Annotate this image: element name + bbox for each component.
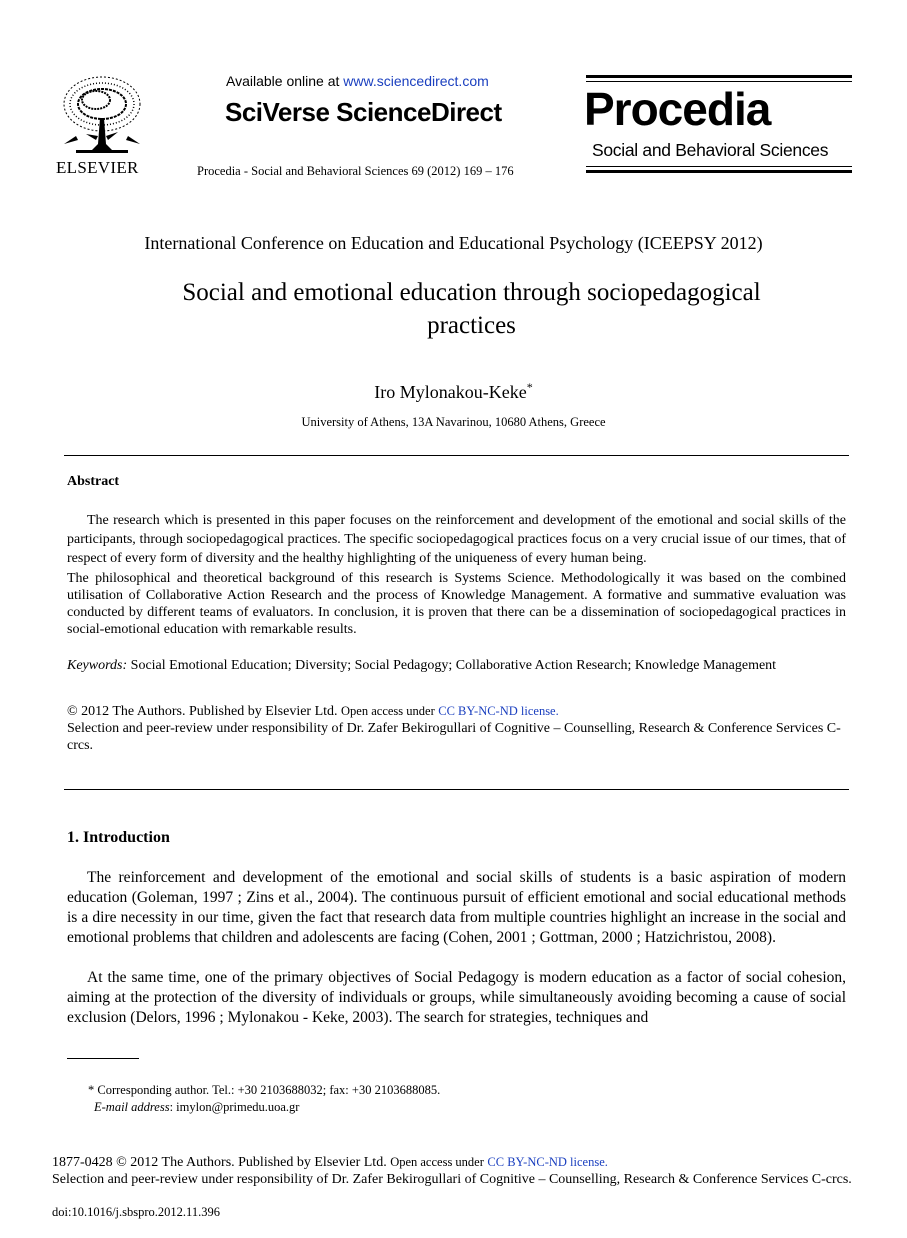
footer-block — [52, 1154, 852, 1188]
copyright-text: © 2012 The Authors. Published by Elsevier Ltd. — [67, 704, 338, 719]
copyright-line — [67, 703, 846, 720]
keywords-label: Keywords: — [67, 658, 128, 673]
publisher-wordmark: ELSEVIER — [56, 158, 139, 177]
email-address: : imylon@primedu.uoa.gr — [169, 1100, 300, 1114]
peer-review-text: Selection and peer-review under responsibility of Dr. Zafer Bekirogullari of Cognitive – Counselling, Research & Conference Services C-crcs. — [67, 721, 841, 753]
author-footnote-mark: * — [526, 380, 533, 394]
procedia-title: Procedia — [584, 83, 771, 135]
abstract-heading: Abstract — [67, 474, 120, 489]
footer-peer-review: Selection and peer-review under responsibility of Dr. Zafer Bekirogullari of Cognitive – Counselling, Research & Conference Services C-crcs. — [52, 1172, 852, 1187]
intro-paragraph-2: At the same time, one of the primary objectives of Social Pedagogy is modern education as a factor of social cohesion, aiming at the protection of the diversity of individuals or groups, while simultaneously avoiding becoming a cause of social exclusion (Delors, 1996 ; Mylonakou - Keke, 2003). The search for strategies, techniques and — [67, 969, 846, 1026]
platform-wordmark: SciVerse ScienceDirect — [225, 97, 502, 127]
email-note — [94, 1100, 299, 1115]
author-name: Iro Mylonakou-Keke — [374, 382, 527, 402]
procedia-subtitle: Social and Behavioral Sciences — [592, 140, 829, 160]
abstract-paragraph-2: The philosophical and theoretical background of this research is Systems Science. Methodologically it was based on the combined utilisation of Collaborative Action Research and the process of Knowledge Management. A formative and summative evaluation was conducted by different teams of evaluators. In conclusion, it is proven that there can be a dissemination of sociopedagogical practices in social-emotional education with remarkable results. — [67, 571, 846, 637]
corresponding-author-note: * Corresponding author. Tel.: +30 2103688032; fax: +30 2103688085. — [88, 1083, 441, 1097]
paper-title — [100, 276, 843, 342]
issn-copyright: 1877-0428 © 2012 The Authors. Published by Elsevier Ltd. — [52, 1155, 387, 1170]
abstract-paragraph-1: The research which is presented in this paper focuses on the reinforcement and development of the emotional and social skills of the participants, through sociopedagogical practices. The specific sociopedagogical practices focus on a very crucial issue of our times, that of respect of every form of diversity and the healthy highlighting of the uniqueness of every human being. — [67, 513, 846, 566]
paper-title-line2: practices — [427, 312, 516, 339]
footer-copyright-line — [52, 1154, 852, 1171]
email-label: E-mail address — [94, 1100, 170, 1114]
paper-title-line1: Social and emotional education through sociopedagogical — [182, 279, 761, 306]
section-heading-introduction: 1. Introduction — [67, 829, 170, 846]
keywords-line — [67, 657, 846, 674]
footer-open-access: Open access under — [390, 1155, 484, 1169]
availability-line — [226, 73, 489, 89]
footnote-divider — [67, 1058, 139, 1059]
author-line — [0, 380, 907, 403]
keywords-list: Social Emotional Education; Diversity; Social Pedagogy; Collaborative Action Research; Knowledge Management — [130, 658, 777, 673]
doi: doi:10.1016/j.sbspro.2012.11.396 — [52, 1205, 220, 1219]
conference-name: International Conference on Education and Educational Psychology (ICEEPSY 2012) — [144, 233, 763, 253]
footer-license-link[interactable]: CC BY-NC-ND license. — [487, 1155, 608, 1169]
affiliation: University of Athens, 13A Navarinou, 10680 Athens, Greece — [301, 415, 606, 429]
journal-reference: Procedia - Social and Behavioral Sciences 69 (2012) 169 – 176 — [197, 164, 514, 178]
procedia-bottom-rule — [586, 170, 852, 173]
open-access-text: Open access under — [341, 704, 435, 718]
abstract-top-divider — [64, 455, 849, 456]
available-prefix: Available online at — [226, 73, 344, 89]
sciencedirect-link[interactable]: www.sciencedirect.com — [343, 73, 489, 89]
copyright-block — [67, 703, 846, 754]
license-link[interactable]: CC BY-NC-ND license. — [438, 704, 559, 718]
procedia-top-rule — [586, 75, 852, 78]
procedia-top-rule-thin — [586, 81, 852, 82]
intro-paragraph-1: The reinforcement and development of the emotional and social skills of students is a basic aspiration of modern education (Goleman, 1997 ; Zins et al., 2004). The continuous pursuit of efficient emotional and social educational methods is a dire necessity in our time, given the fact that research data from multiple countries highlight an increase in the social and emotional problems that children and adolescents are facing (Cohen, 2001 ; Gottman, 2000 ; Hatzichristou, 2008). — [67, 869, 846, 946]
abstract-bottom-divider — [64, 789, 849, 790]
procedia-bottom-rule-thin — [586, 166, 852, 167]
